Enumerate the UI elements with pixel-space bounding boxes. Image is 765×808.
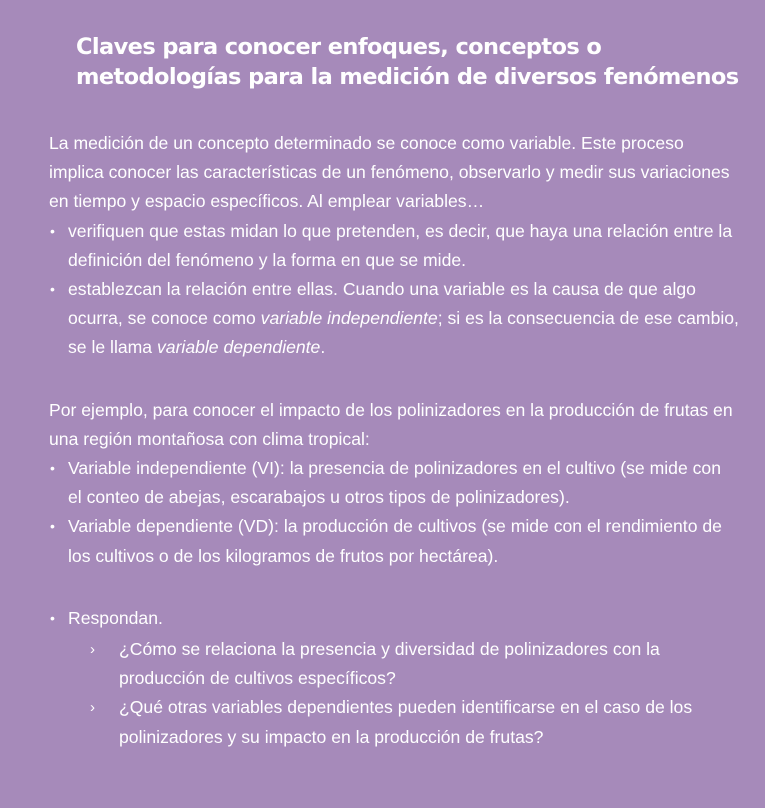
question-item — [49, 693, 739, 751]
content-body — [49, 129, 739, 752]
chevron-right-icon: › — [90, 641, 95, 659]
term-independent-variable: variable independiente — [260, 308, 438, 329]
list-item-text: verifiquen que estas midan lo que pretenden, es decir, que haya una relación entre la definición del fenómeno y la forma en que se mide. — [68, 220, 733, 270]
list-item — [49, 512, 739, 570]
activity-item — [49, 604, 739, 633]
list-item-text: establezcan la relación entre ellas. Cuando una variable es la causa de que algo ocurra, se conoce como — [68, 279, 696, 329]
question-text: ¿Cómo se relaciona la presencia y diversidad de polinizadores con la producción de cultivos específicos? — [119, 639, 660, 689]
bullet-icon: • — [50, 609, 55, 626]
example-paragraph: Por ejemplo, para conocer el impacto de los polinizadores en la producción de frutas en una región montañosa con clima tropical: — [49, 399, 733, 449]
spacer — [49, 571, 739, 604]
activity-label: Respondan. — [68, 607, 163, 628]
intro-paragraph: La medición de un concepto determinado se conoce como variable. Este proceso implica conocer las características de un fenómeno, observarlo y medir sus variaciones en tiempo y espacio específicos. Al emplear variables… — [49, 133, 730, 212]
question-item — [49, 635, 739, 693]
list-item-text: . — [320, 337, 326, 358]
bullet-icon: • — [50, 281, 55, 298]
title-line-1: Claves para conocer enfoques, conceptos o — [76, 34, 602, 60]
list-item-text: Variable independiente (VI): la presencia de polinizadores en el cultivo (se mide con el conteo de abejas, escarabajos u otros tipos de polinizadores). — [68, 458, 721, 508]
list-item-text: Variable dependiente (VD): la producción de cultivos (se mide con el rendimiento de los cultivos o de los kilogramos de frutos por hectárea). — [68, 516, 722, 566]
title-line-2: metodologías para la medición de diversos fenómenos — [76, 64, 739, 90]
intro-list — [49, 217, 739, 363]
list-item — [49, 454, 739, 512]
chevron-right-icon: › — [90, 699, 95, 717]
spacer — [49, 363, 739, 396]
term-dependent-variable: variable dependiente — [156, 337, 321, 358]
bullet-icon: • — [50, 460, 55, 477]
list-item-text: ; si es la consecuencia de ese cambio, se le llama — [68, 308, 739, 358]
bullet-icon: • — [50, 518, 55, 535]
question-text: ¿Qué otras variables dependientes pueden identificarse en el caso de los polinizadores y su impacto en la producción de frutas? — [119, 697, 693, 747]
question-list — [49, 635, 739, 752]
bullet-icon: • — [50, 222, 55, 239]
example-list — [49, 454, 739, 571]
section-title — [76, 32, 739, 92]
list-item — [49, 217, 739, 275]
list-item — [49, 275, 739, 363]
activity-list — [49, 604, 739, 633]
